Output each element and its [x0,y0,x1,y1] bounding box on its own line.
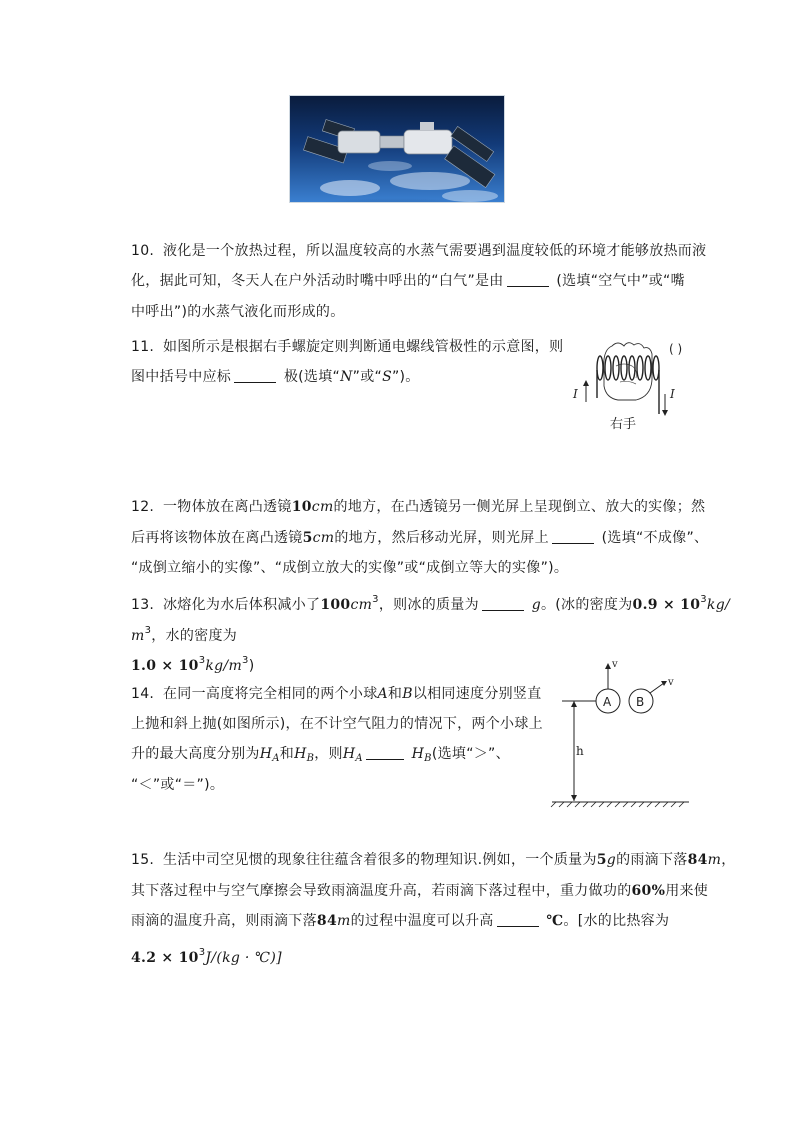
q10-text-2b: (选填“空气中”或“嘴 [556,273,685,289]
q15-line1 [131,850,736,870]
q11-answer-blank[interactable] [234,368,276,383]
coil-pole-parentheses: ( ) [669,342,683,356]
q12-line2 [131,528,708,548]
q13-line3 [131,651,254,676]
q13-water-density: 1.0 × 10 [131,658,199,674]
q15-specific-heat: 4.2 × 10 [131,950,199,966]
q13-water-m: m [228,658,243,674]
q15-number: 15. [131,852,155,868]
q14-text-1a: 在同一高度将完全相同的两个小球 [163,686,378,702]
space-station-photo [289,95,505,203]
q13-line1 [131,590,730,615]
q13-ice-density: 0.9 × 10 [632,597,701,613]
q11-text-mid: ”或“ [352,369,383,385]
q13-number: 13. [131,597,155,613]
q14-line3 [131,744,510,769]
q15-height-unit: m [707,852,722,868]
q10-line2 [131,271,685,291]
q11-option-s: S [382,369,392,385]
q14-answer-blank[interactable] [366,745,404,760]
q12-text-1a: 一物体放在离凸透镜 [163,499,292,515]
q15-text-2a: 其下落过程中与空气摩擦会导致雨滴温度升高，若雨滴下落过程中，重力做功的 [131,883,632,899]
q11-option-n: N [340,369,353,385]
q15-mass: 5 [596,852,607,868]
q13-unit-g: g [531,597,541,613]
q14-text-3c: (选填“＞”、 [431,746,510,762]
q12-text-3: “成倒立缩小的实像”、“成倒立放大的实像”或“成倒立等大的实像”)。 [131,560,569,576]
q14-ball-b: B [402,686,413,702]
q14-line4 [131,775,224,795]
coil-caption: 右手 [610,417,637,432]
ball-a-label: A [603,695,612,709]
q13-ice-exp: 3 [700,594,707,605]
q14-text-3b: ，则 [314,746,343,762]
q12-line3 [131,558,568,578]
q14-line2 [131,714,543,734]
q15-text-3a: 雨滴的温度升高，则雨滴下落 [131,913,317,929]
balls-height-figure [548,655,693,815]
q13-m: m [131,628,145,644]
q11-line2 [131,367,420,387]
coil-current-label-left: I [573,387,578,401]
q15-line2 [131,881,708,901]
q12-distance-1: 10 [291,499,312,515]
q12-text-2b: 的地方，然后移动光屏，则光屏上 [334,530,549,546]
q15-height-2: 84 [316,913,337,929]
q13-text-1c: 。(冰的密度为 [540,597,633,613]
q15-specific-heat-unit: J/(kg · ℃)] [205,950,282,966]
q14-hb-sub-2: B [424,753,432,764]
q14-ha-sub-2: A [355,753,363,764]
q12-number: 12. [131,499,155,515]
q15-mass-unit: g [606,852,617,868]
q10-line1 [131,241,706,261]
q11-number: 11. [131,339,155,355]
q15-text-1c: ， [721,852,736,868]
q12-text-2c: (选填“不成像”、 [601,530,709,546]
q15-percent: 60% [631,883,666,899]
q12-distance-2: 5 [302,530,313,546]
q15-line4 [131,943,282,968]
q14-text-4: “＜”或“＝”)。 [131,777,225,793]
q14-text-1b: 以相同速度分别竖直 [412,686,542,702]
q15-text-2b: 用来使 [665,883,709,899]
q14-ha-sub-1: A [272,753,280,764]
q13-line2 [131,621,237,646]
q10-line3 [131,302,345,322]
q10-number: 10. [131,243,155,259]
q14-hb-sub-1: B [306,753,315,764]
coil-current-label-right: I [670,387,675,401]
ball-b-velocity-label: v [668,677,674,688]
q13-volume: 100 [320,597,351,613]
q10-text: 液化是一个放热过程，所以温度较高的水蒸气需要遇到温度较低的环境才能够放热而液 [163,243,707,259]
q15-height-unit-2: m [337,913,351,929]
q14-ball-a: A [377,686,388,702]
q12-unit-1: cm [311,499,334,515]
q15-exp: 3 [198,947,206,958]
ball-a-velocity-label: v [612,659,618,670]
q13-volume-exp: 3 [372,594,379,605]
q13-water-m-exp: 3 [242,655,249,666]
q15-height: 84 [687,852,708,868]
q15-text-1b: 的雨滴下落 [616,852,688,868]
solenoid-right-hand-figure [566,336,696,436]
q14-hb-2: H [411,746,425,762]
q13-close: ) [248,658,255,674]
q11-text-2b: 极(选填“ [283,369,341,385]
q15-text-1a: 生活中司空见惯的现象往往蕴含着很多的物理知识.例如，一个质量为 [163,852,597,868]
q15-degree: ℃ [546,913,564,929]
q13-volume-unit: cm [350,597,373,613]
q12-line1 [131,497,705,517]
q13-ice-density-unit: kg/ [706,597,730,613]
q12-unit-2: cm [312,530,335,546]
q13-answer-blank[interactable] [482,596,524,611]
q11-line1 [131,337,563,357]
q14-ha-1: H [259,746,273,762]
q14-and: 和 [387,686,403,702]
q10-text-3: 中呼出”)的水蒸气液化而形成的。 [131,304,345,320]
height-label: h [576,744,584,758]
q15-text-3c: 。[水的比热容为 [563,913,670,929]
q14-ha-2: H [342,746,356,762]
q12-answer-blank[interactable] [552,529,594,544]
q15-answer-blank[interactable] [497,912,539,927]
ball-b-label: B [636,695,645,709]
q13-water-exp: 3 [198,655,206,666]
q13-text-1b: ，则冰的质量为 [378,597,479,613]
q14-text-2: 上抛和斜上抛(如图所示)，在不计空气阻力的情况下，两个小球上 [131,716,543,732]
q15-line3 [131,911,669,931]
q10-answer-blank[interactable] [507,272,549,287]
q13-text-1a: 冰熔化为水后体积减小了 [163,597,321,613]
q11-text: 如图所示是根据右手螺旋定则判断通电螺线管极性的示意图，则 [163,339,564,355]
q15-text-3b: 的过程中温度可以升高 [350,913,494,929]
q12-text-1b: 的地方，在凸透镜另一侧光屏上呈现倒立、放大的实像；然 [333,499,706,515]
q14-line1 [131,684,542,704]
q14-hb-1: H [294,746,307,762]
q11-text-2a: 图中括号中应标 [131,369,232,385]
q14-text-3a: 升的最大高度分别为 [131,746,260,762]
q10-text-2a: 化，据此可知，冬天人在户外活动时嘴中呼出的“白气”是由 [131,273,504,289]
q13-text-2: ，水的密度为 [151,628,238,644]
q13-m-exp: 3 [144,625,152,636]
q14-and-2: 和 [279,746,295,762]
q14-number: 14. [131,686,155,702]
q13-water-density-unit: kg/ [205,658,229,674]
q12-text-2a: 后再将该物体放在离凸透镜 [131,530,303,546]
q11-text-end: ”)。 [391,369,420,385]
